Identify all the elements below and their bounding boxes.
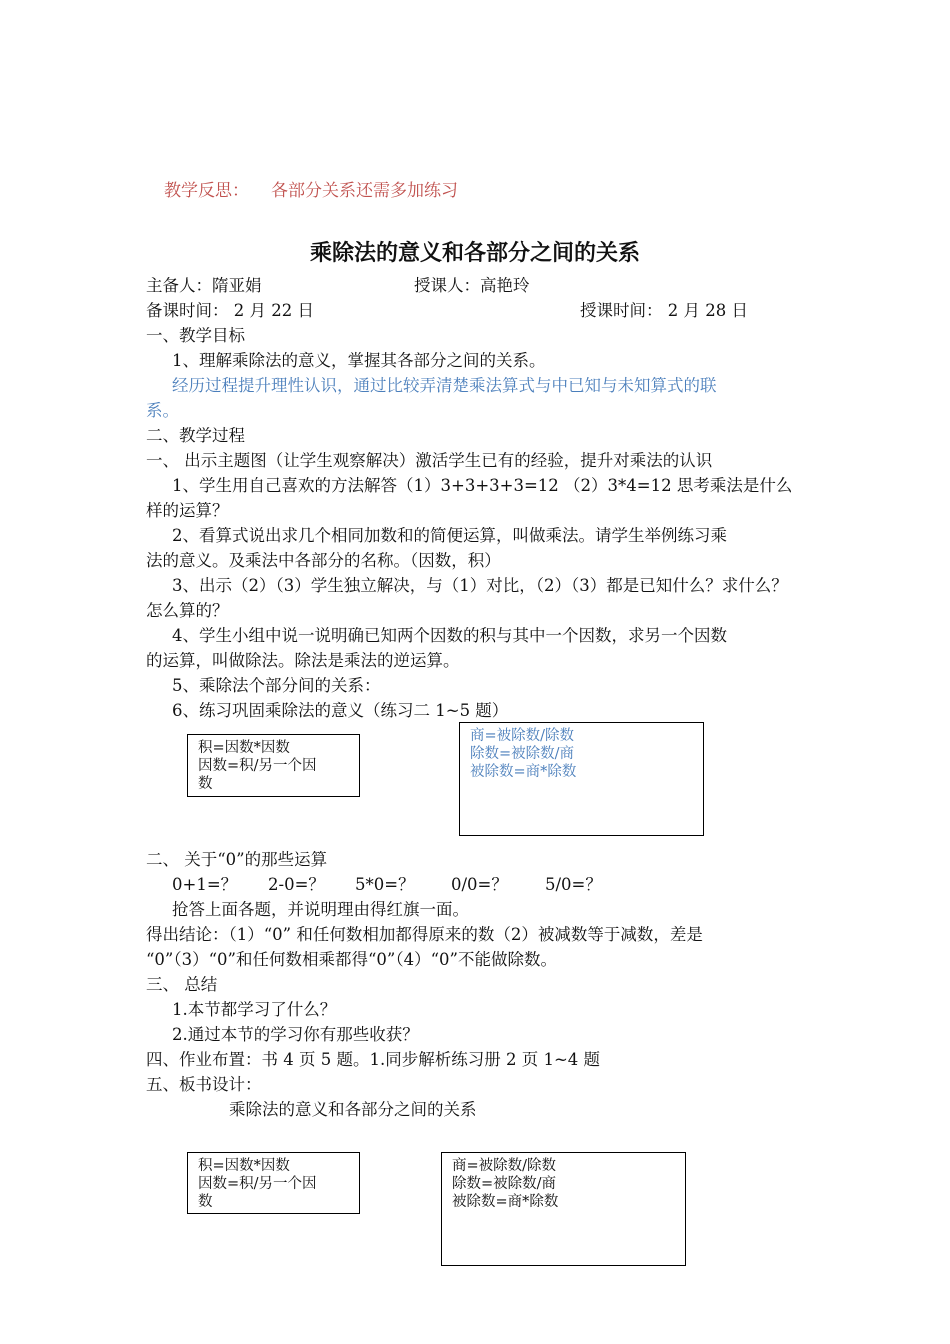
zero-expr-3: 5*0=？ <box>355 875 415 894</box>
zero-conclusion-b: “0”（3）“0”和任何数相乘都得“0”（4）“0”不能做除数。 <box>146 950 557 969</box>
preparer: 主备人：隋亚娟 <box>146 276 262 295</box>
process-1-6: 6、练习巩固乘除法的意义（练习二 1~5 题） <box>172 701 509 720</box>
reflection-text: 各部分关系还需多加练习 <box>271 181 458 201</box>
reflection <box>164 176 458 201</box>
process-1-2b: 法的意义。及乘法中各部分的名称。（因数，积） <box>146 551 501 570</box>
process-1-3a: 3、出示（2）（3）学生独立解决，与（1）对比，（2）（3）都是已知什么？求什么？ <box>172 576 788 595</box>
homework: 四、作业布置：书 4 页 5 题。1.同步解析练习册 2 页 1~4 题 <box>146 1050 601 1069</box>
process-1-5: 5、乘除法个部分间的关系： <box>172 676 381 695</box>
board-mul-line-3: 数 <box>198 1194 213 1210</box>
zero-conclusion-a: 得出结论：（1）“0” 和任何数相加都得原来的数（2）被减数等于减数，差是 <box>146 925 703 944</box>
board-div-line-2: 除数=被除数/商 <box>452 1176 557 1192</box>
mul-line-2: 因数=积/另一个因 <box>198 758 317 774</box>
summary-1: 1.本节都学习了什么？ <box>172 1000 337 1019</box>
page-title: 乘除法的意义和各部分之间的关系 <box>309 241 640 266</box>
mul-line-3: 数 <box>198 776 213 792</box>
zero-answer: 抢答上面各题，并说明理由得红旗一面。 <box>172 900 469 919</box>
board-multiplication-box <box>187 1152 360 1214</box>
zero-expr-5: 5/0=？ <box>545 875 602 894</box>
process-1: 一、 出示主题图（让学生观察解决）激活学生已有的经验，提升对乘法的认识 <box>146 451 713 470</box>
process-1-3b: 怎么算的？ <box>146 601 229 620</box>
div-line-3: 被除数=商*除数 <box>470 764 577 780</box>
board-mul-line-1: 积=因数*因数 <box>198 1158 290 1174</box>
board-division-box <box>441 1152 686 1266</box>
board-div-line-3: 被除数=商*除数 <box>452 1194 559 1210</box>
process-1-2a: 2、看算式说出求几个相同加数和的简便运算，叫做乘法。请学生举例练习乘 <box>172 526 727 545</box>
teach-time: 授课时间： 2 月 28 日 <box>580 301 748 320</box>
process-2: 二、 关于“0”的那些运算 <box>146 850 328 869</box>
process-1-4a: 4、学生小组中说一说明确已知两个因数的积与其中一个因数，求另一个因数 <box>172 626 727 645</box>
multiplication-box <box>187 734 360 797</box>
process-3: 三、 总结 <box>146 975 218 994</box>
mul-line-1: 积=因数*因数 <box>198 740 290 756</box>
zero-expr-4: 0/0=？ <box>451 875 508 894</box>
process-1-1b: 样的运算？ <box>146 501 229 520</box>
process-1-1a: 1、学生用自己喜欢的方法解答（1）3+3+3+3=12 （2）3*4=12 思考乘法是什么 <box>172 476 793 495</box>
process-1-4b: 的运算，叫做除法。除法是乘法的逆运算。 <box>146 651 460 670</box>
reflection-label: 教学反思： <box>164 181 249 201</box>
summary-2: 2.通过本节的学习你有那些收获？ <box>172 1025 419 1044</box>
div-line-1: 商=被除数/除数 <box>470 728 575 744</box>
goal-heading: 一、教学目标 <box>146 326 245 345</box>
process-heading: 二、教学过程 <box>146 426 245 445</box>
division-box <box>459 722 704 836</box>
board-heading: 五、板书设计： <box>146 1075 262 1094</box>
board-title: 乘除法的意义和各部分之间的关系 <box>229 1100 477 1119</box>
prep-time: 备课时间： 2 月 22 日 <box>146 301 314 320</box>
zero-expr-2: 2-0=？ <box>268 875 325 894</box>
zero-expr-1: 0+1=？ <box>172 875 238 894</box>
board-mul-line-2: 因数=积/另一个因 <box>198 1176 317 1192</box>
goal-1: 1、理解乘除法的意义，掌握其各部分之间的关系。 <box>172 351 546 370</box>
goal-2a: 经历过程提升理性认识，通过比较弄清楚乘法算式与中已知与未知算式的联 <box>172 376 717 395</box>
goal-2b: 系。 <box>146 401 179 420</box>
board-div-line-1: 商=被除数/除数 <box>452 1158 557 1174</box>
div-line-2: 除数=被除数/商 <box>470 746 575 762</box>
teacher: 授课人：高艳玲 <box>414 276 530 295</box>
